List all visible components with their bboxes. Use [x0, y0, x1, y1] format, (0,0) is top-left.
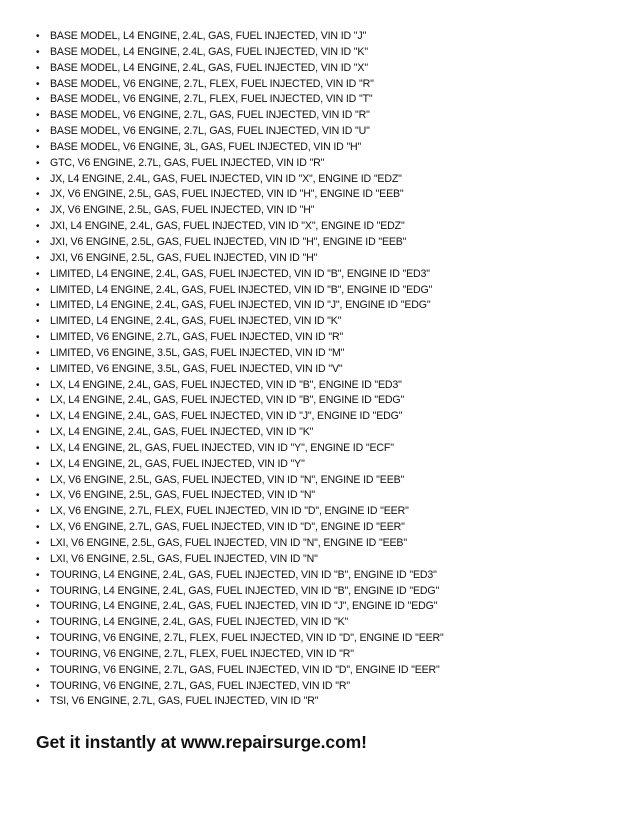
list-item	[36, 330, 444, 346]
bullet-icon: •	[36, 300, 40, 312]
bullet-icon: •	[36, 696, 40, 708]
engine-spec-text: TOURING, V6 ENGINE, 2.7L, GAS, FUEL INJECTED, VIN ID "D", ENGINE ID "EER"	[50, 663, 440, 676]
bullet-icon: •	[36, 347, 40, 359]
bullet-icon: •	[36, 110, 40, 122]
bullet-icon: •	[36, 157, 40, 169]
engine-spec-text: LIMITED, L4 ENGINE, 2.4L, GAS, FUEL INJECTED, VIN ID "J", ENGINE ID "EDG"	[50, 299, 431, 312]
bullet-icon: •	[36, 648, 40, 660]
engine-spec-text: LXI, V6 ENGINE, 2.5L, GAS, FUEL INJECTED, VIN ID "N"	[50, 552, 318, 565]
bullet-icon: •	[36, 617, 40, 629]
bullet-icon: •	[36, 221, 40, 233]
list-item	[36, 520, 444, 536]
list-item	[36, 298, 444, 314]
repairsurge-link[interactable]: Get it instantly at www.repairsurge.com!	[36, 732, 367, 752]
engine-spec-text: TOURING, L4 ENGINE, 2.4L, GAS, FUEL INJECTED, VIN ID "B", ENGINE ID "EDG"	[50, 584, 440, 597]
engine-spec-text: TOURING, L4 ENGINE, 2.4L, GAS, FUEL INJECTED, VIN ID "K"	[50, 616, 349, 629]
engine-spec-text: LIMITED, L4 ENGINE, 2.4L, GAS, FUEL INJECTED, VIN ID "K"	[50, 315, 342, 328]
list-item	[36, 378, 444, 394]
list-item	[36, 441, 444, 457]
list-item	[36, 203, 444, 219]
engine-spec-text: JXI, V6 ENGINE, 2.5L, GAS, FUEL INJECTED, VIN ID "H", ENGINE ID "EEB"	[50, 235, 407, 248]
bullet-icon: •	[36, 94, 40, 106]
list-item	[36, 251, 444, 267]
list-item	[36, 346, 444, 362]
list-item	[36, 61, 444, 77]
engine-spec-text: LX, V6 ENGINE, 2.5L, GAS, FUEL INJECTED, VIN ID "N", ENGINE ID "EEB"	[50, 473, 405, 486]
bullet-icon: •	[36, 458, 40, 470]
bullet-icon: •	[36, 474, 40, 486]
bullet-icon: •	[36, 379, 40, 391]
list-item	[36, 92, 444, 108]
list-item	[36, 457, 444, 473]
list-item	[36, 663, 444, 679]
engine-spec-text: LX, V6 ENGINE, 2.7L, FLEX, FUEL INJECTED, VIN ID "D", ENGINE ID "EER"	[50, 505, 409, 518]
engine-spec-text: LX, L4 ENGINE, 2.4L, GAS, FUEL INJECTED, VIN ID "K"	[50, 426, 314, 439]
list-item	[36, 362, 444, 378]
list-item	[36, 77, 444, 93]
engine-spec-text: LX, L4 ENGINE, 2.4L, GAS, FUEL INJECTED, VIN ID "J", ENGINE ID "EDG"	[50, 410, 403, 423]
engine-spec-text: TOURING, V6 ENGINE, 2.7L, GAS, FUEL INJECTED, VIN ID "R"	[50, 679, 350, 692]
engine-spec-text: TOURING, V6 ENGINE, 2.7L, FLEX, FUEL INJECTED, VIN ID "D", ENGINE ID "EER"	[50, 632, 444, 645]
list-item	[36, 267, 444, 283]
list-item	[36, 283, 444, 299]
bullet-icon: •	[36, 664, 40, 676]
engine-spec-text: TOURING, V6 ENGINE, 2.7L, FLEX, FUEL INJECTED, VIN ID "R"	[50, 647, 354, 660]
bullet-icon: •	[36, 585, 40, 597]
list-item	[36, 615, 444, 631]
engine-list	[36, 29, 444, 710]
bullet-icon: •	[36, 284, 40, 296]
list-item	[36, 235, 444, 251]
engine-spec-text: GTC, V6 ENGINE, 2.7L, GAS, FUEL INJECTED, VIN ID "R"	[50, 156, 325, 169]
bullet-icon: •	[36, 506, 40, 518]
list-item	[36, 488, 444, 504]
list-item	[36, 631, 444, 647]
bullet-icon: •	[36, 553, 40, 565]
engine-spec-text: LX, L4 ENGINE, 2L, GAS, FUEL INJECTED, VIN ID "Y"	[50, 457, 305, 470]
list-item	[36, 45, 444, 61]
engine-spec-text: LIMITED, L4 ENGINE, 2.4L, GAS, FUEL INJECTED, VIN ID "B", ENGINE ID "EDG"	[50, 283, 433, 296]
list-item	[36, 599, 444, 615]
list-item	[36, 694, 444, 710]
engine-spec-text: BASE MODEL, L4 ENGINE, 2.4L, GAS, FUEL INJECTED, VIN ID "X"	[50, 61, 368, 74]
list-item	[36, 140, 444, 156]
engine-spec-text: JXI, L4 ENGINE, 2.4L, GAS, FUEL INJECTED, VIN ID "X", ENGINE ID "EDZ"	[50, 220, 405, 233]
bullet-icon: •	[36, 62, 40, 74]
list-item	[36, 425, 444, 441]
bullet-icon: •	[36, 205, 40, 217]
engine-spec-text: BASE MODEL, L4 ENGINE, 2.4L, GAS, FUEL INJECTED, VIN ID "J"	[50, 30, 367, 42]
list-item	[36, 679, 444, 695]
engine-spec-text: LIMITED, V6 ENGINE, 3.5L, GAS, FUEL INJECTED, VIN ID "M"	[50, 346, 345, 359]
list-item	[36, 552, 444, 568]
engine-spec-text: LX, L4 ENGINE, 2.4L, GAS, FUEL INJECTED, VIN ID "B", ENGINE ID "EDG"	[50, 394, 405, 407]
engine-spec-text: BASE MODEL, V6 ENGINE, 2.7L, GAS, FUEL INJECTED, VIN ID "R"	[50, 109, 370, 122]
bullet-icon: •	[36, 236, 40, 248]
engine-spec-text: TOURING, L4 ENGINE, 2.4L, GAS, FUEL INJECTED, VIN ID "J", ENGINE ID "EDG"	[50, 600, 438, 613]
bullet-icon: •	[36, 126, 40, 138]
bullet-icon: •	[36, 522, 40, 534]
bullet-icon: •	[36, 411, 40, 423]
engine-spec-text: JX, V6 ENGINE, 2.5L, GAS, FUEL INJECTED, VIN ID "H", ENGINE ID "EEB"	[50, 188, 404, 201]
list-item	[36, 584, 444, 600]
bullet-icon: •	[36, 31, 40, 42]
engine-spec-text: LX, V6 ENGINE, 2.5L, GAS, FUEL INJECTED, VIN ID "N"	[50, 489, 315, 502]
bullet-icon: •	[36, 189, 40, 201]
list-item	[36, 647, 444, 663]
bullet-icon: •	[36, 538, 40, 549]
engine-spec-text: BASE MODEL, V6 ENGINE, 3L, GAS, FUEL INJECTED, VIN ID "H"	[50, 140, 362, 153]
list-item	[36, 393, 444, 409]
engine-spec-text: LIMITED, L4 ENGINE, 2.4L, GAS, FUEL INJECTED, VIN ID "B", ENGINE ID "ED3"	[50, 267, 430, 280]
engine-spec-text: JXI, V6 ENGINE, 2.5L, GAS, FUEL INJECTED, VIN ID "H"	[50, 251, 318, 264]
engine-spec-text: LX, L4 ENGINE, 2.4L, GAS, FUEL INJECTED, VIN ID "B", ENGINE ID "ED3"	[50, 378, 402, 391]
list-item	[36, 172, 444, 188]
list-item	[36, 314, 444, 330]
list-item	[36, 219, 444, 235]
bullet-icon: •	[36, 601, 40, 613]
bullet-icon: •	[36, 332, 40, 344]
engine-spec-text: LX, L4 ENGINE, 2L, GAS, FUEL INJECTED, VIN ID "Y", ENGINE ID "ECF"	[50, 441, 394, 454]
bullet-icon: •	[36, 427, 40, 439]
bullet-icon: •	[36, 395, 40, 407]
bullet-icon: •	[36, 442, 40, 454]
bullet-icon: •	[36, 252, 40, 264]
engine-spec-text: LIMITED, V6 ENGINE, 2.7L, GAS, FUEL INJECTED, VIN ID "R"	[50, 331, 344, 344]
engine-spec-text: JX, V6 ENGINE, 2.5L, GAS, FUEL INJECTED, VIN ID "H"	[50, 204, 315, 217]
engine-spec-text: BASE MODEL, L4 ENGINE, 2.4L, GAS, FUEL INJECTED, VIN ID "K"	[50, 45, 368, 58]
bullet-icon: •	[36, 490, 40, 502]
engine-spec-text: LXI, V6 ENGINE, 2.5L, GAS, FUEL INJECTED, VIN ID "N", ENGINE ID "EEB"	[50, 537, 407, 549]
engine-spec-text: LIMITED, V6 ENGINE, 3.5L, GAS, FUEL INJECTED, VIN ID "V"	[50, 362, 343, 375]
list-item	[36, 187, 444, 203]
engine-spec-text: BASE MODEL, V6 ENGINE, 2.7L, FLEX, FUEL INJECTED, VIN ID "R"	[50, 77, 374, 90]
list-item	[36, 504, 444, 520]
engine-spec-text: LX, V6 ENGINE, 2.7L, GAS, FUEL INJECTED, VIN ID "D", ENGINE ID "EER"	[50, 521, 405, 534]
list-item	[36, 124, 444, 140]
bullet-icon: •	[36, 569, 40, 581]
engine-spec-text: BASE MODEL, V6 ENGINE, 2.7L, FLEX, FUEL INJECTED, VIN ID "T"	[50, 93, 373, 106]
bullet-icon: •	[36, 363, 40, 375]
engine-spec-text: BASE MODEL, V6 ENGINE, 2.7L, GAS, FUEL INJECTED, VIN ID "U"	[50, 125, 370, 138]
list-item	[36, 536, 444, 552]
bullet-icon: •	[36, 46, 40, 58]
list-item	[36, 409, 444, 425]
list-item	[36, 108, 444, 124]
bullet-icon: •	[36, 316, 40, 328]
bullet-icon: •	[36, 141, 40, 153]
bullet-icon: •	[36, 680, 40, 692]
bullet-icon: •	[36, 268, 40, 280]
list-item	[36, 29, 444, 45]
bullet-icon: •	[36, 173, 40, 185]
engine-spec-text: JX, L4 ENGINE, 2.4L, GAS, FUEL INJECTED, VIN ID "X", ENGINE ID "EDZ"	[50, 172, 402, 185]
list-item	[36, 473, 444, 489]
bullet-icon: •	[36, 78, 40, 90]
list-item	[36, 568, 444, 584]
engine-spec-text: TSI, V6 ENGINE, 2.7L, GAS, FUEL INJECTED, VIN ID "R"	[50, 695, 319, 708]
list-item	[36, 156, 444, 172]
bullet-icon: •	[36, 633, 40, 645]
engine-spec-text: TOURING, L4 ENGINE, 2.4L, GAS, FUEL INJECTED, VIN ID "B", ENGINE ID "ED3"	[50, 568, 437, 581]
